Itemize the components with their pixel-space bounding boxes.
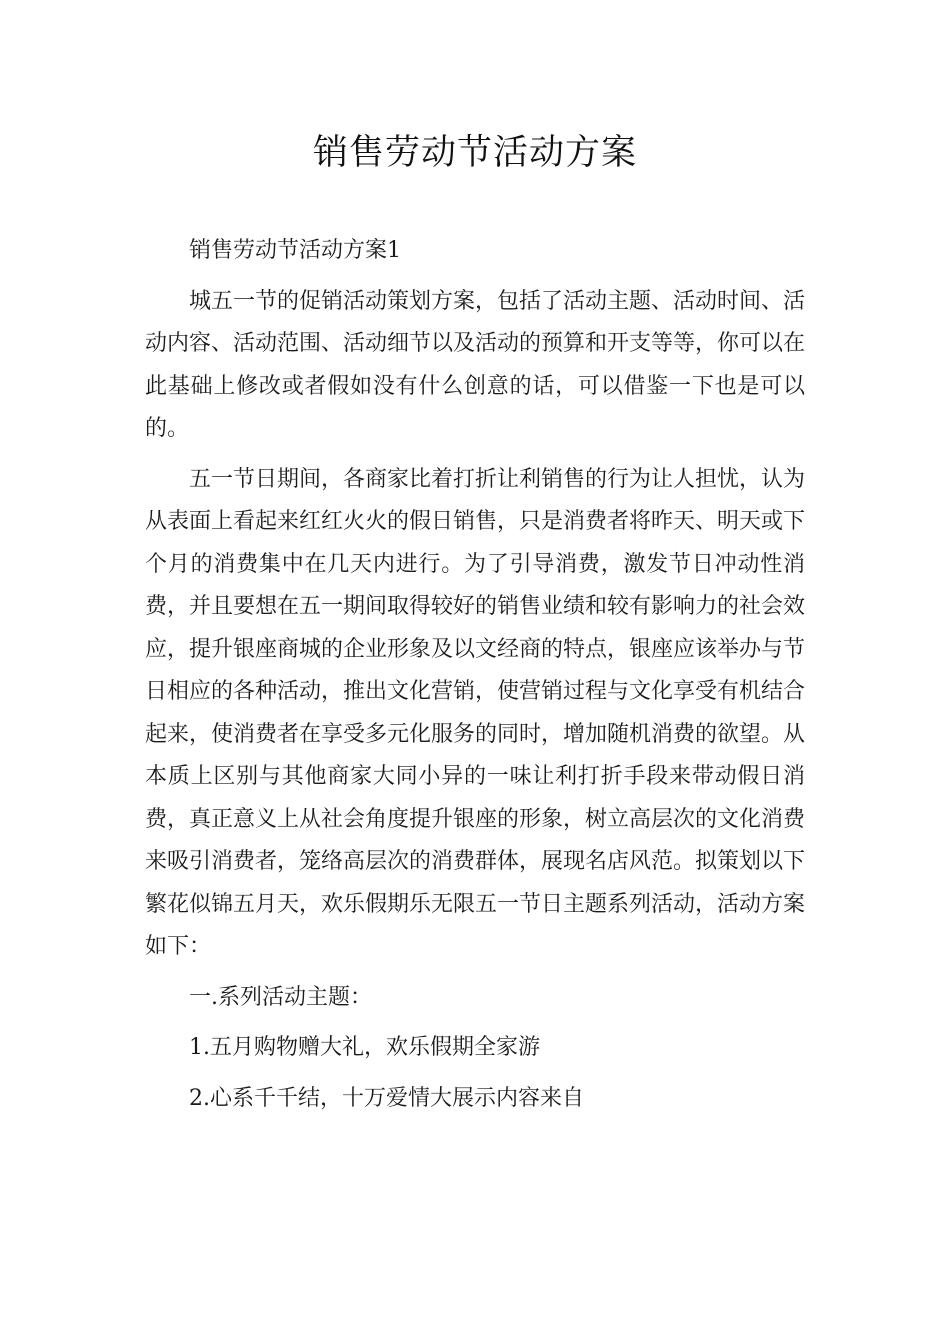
paragraph-theme-heading: 一.系列活动主题： <box>189 984 372 1010</box>
document-body <box>145 230 805 1120</box>
paragraph-theme-item-1: 1.五月购物赠大礼，欢乐假期全家游 <box>189 1035 540 1060</box>
document-title: 销售劳动节活动方案 <box>312 133 637 173</box>
paragraph-section-heading: 销售劳动节活动方案1 <box>189 238 401 263</box>
paragraph-background: 五一节日期间，各商家比着打折让利销售的行为让人担忧，认为从表面上看起来红红火火的假日销售，只是消费者将昨天、明天或下个月的消费集中在几天内进行。为了引导消费，激发节日冲动性消费，并且要想在五一期间取得较好的销售业绩和较有影响力的社会效应，提升银座商城的企业形象及以文经商的特点，银座应该举办与节日相应的各种活动，推出文化营销，使营销过程与文化享受有机结合起来，使消费者在享受多元化服务的同时，增加随机消费的欲望。从本质上区别与其他商家大同小异的一味让利打折手段来带动假日消费，真正意义上从社会角度提升银座的形象，树立高层次的文化消费来吸引消费者，笼络高层次的消费群体，展现名店风范。拟策划以下繁花似锦五月天，欢乐假期乐无限五一节日主题系列活动，活动方案如下： <box>145 466 806 959</box>
paragraph-intro: 城五一节的促销活动策划方案，包括了活动主题、活动时间、活动内容、活动范围、活动细节以及活动的预算和开支等等，你可以在此基础上修改或者假如没有什么创意的话，可以借鉴一下也是可以的。 <box>145 288 806 441</box>
paragraph-theme-item-2: 2.心系千千结，十万爱情大展示内容来自 <box>189 1085 584 1111</box>
